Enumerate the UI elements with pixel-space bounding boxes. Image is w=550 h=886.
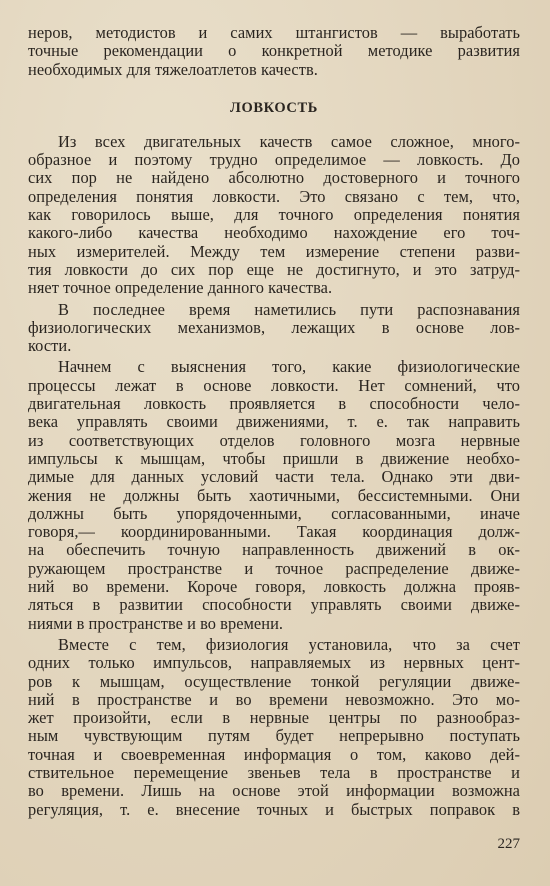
text-line: Начнем с выяснения того, какие физиологические	[58, 357, 520, 377]
text-line: жения не должны быть хаотичными, бессистемными. Они	[28, 485, 520, 505]
text-line: ниями в пространстве и во времени.	[28, 613, 284, 633]
text-line: во времени. Лишь на основе этой информации возможна	[28, 781, 520, 801]
text-line: Вместе с тем, физиология установила, что за счет	[58, 634, 520, 654]
text-line: В последнее время наметились пути распознавания	[58, 299, 520, 319]
intro-paragraph	[28, 24, 520, 79]
text-line: тия ловкости до сих пор еще не достигнуто, и это затруд-	[28, 259, 520, 279]
text-line: века управлять своими движениями, т. е. так направить	[28, 412, 520, 432]
text-line: двигательная ловкость проявляется в способности чело-	[28, 394, 520, 414]
text-line: образное и поэтому трудно определимое — ловкость. До	[28, 150, 520, 170]
text-line: жет произойти, если в нервные центры по разнообраз-	[28, 708, 520, 728]
section-heading: ЛОВКОСТЬ	[230, 99, 318, 116]
text-line: необходимых для тяжелоатлетов качеств.	[28, 59, 318, 79]
text-line: импульсы к мышцам, чтобы пришли в движение необхо-	[28, 448, 520, 468]
text-line: одних только импульсов, направляемых из нервных цент-	[28, 653, 520, 673]
text-line: процессы лежат в основе ловкости. Нет сомнений, что	[28, 375, 520, 395]
text-line: Из всех двигательных качеств самое сложное, много-	[58, 131, 520, 151]
text-line: ных измерителей. Между тем измерение степени разви-	[28, 241, 520, 261]
text-line: как говорилось выше, для точного определения понятия	[28, 205, 520, 225]
body-paragraph	[28, 301, 520, 356]
page-number: 227	[497, 836, 520, 852]
text-line: ружающем пространстве и точное распределение движе-	[28, 558, 520, 578]
body-paragraph	[28, 636, 520, 819]
text-line: ствительное перемещение звеньев тела в пространстве и	[28, 762, 520, 782]
text-line: ным чувствующим путям будет непрерывно поступать	[28, 726, 520, 746]
text-line: говоря,— координированными. Такая координация долж-	[28, 522, 520, 542]
text-line: сих пор не найдено абсолютно достоверного и точного	[28, 168, 520, 188]
text-line: физиологических механизмов, лежащих в основе лов-	[28, 317, 520, 337]
text-line: ний в пространстве и во времени невозможно. Это мо-	[28, 689, 520, 709]
body-paragraph	[28, 133, 520, 298]
book-page	[28, 24, 520, 874]
text-line: точная и своевременная информация о том, каково дей-	[28, 744, 520, 764]
body-paragraph	[28, 358, 520, 632]
text-line: неров, методистов и самих штангистов — выработать	[28, 23, 520, 42]
text-line: на обеспечить точную направленность движений в ок-	[28, 540, 520, 560]
text-line: ляться в развитии способности управлять своими движе-	[28, 595, 520, 615]
text-line: из соответствующих отделов головного мозга нервные	[28, 430, 520, 450]
text-line: димые для данных условий части тела. Однако эти дви-	[28, 467, 520, 487]
text-line: няет точное определение данного качества.	[28, 278, 333, 298]
text-line: кости.	[28, 336, 72, 356]
text-line: регуляция, т. е. внесение точных и быстрых поправок в	[28, 799, 520, 819]
text-line: ров к мышцам, осуществление тонкой регуляции движе-	[28, 671, 520, 691]
text-line: ний во времени. Короче говоря, ловкость должна прояв-	[28, 577, 520, 597]
text-line: должны быть упорядоченными, согласованными, иначе	[28, 503, 520, 523]
text-line: определения понятия ловкости. Это связано с тем, что,	[28, 186, 520, 206]
text-line: точные рекомендации о конкретной методике развития	[28, 41, 520, 61]
text-line: какого-либо качества необходимо нахождение его точ-	[28, 223, 520, 243]
body-text	[28, 133, 520, 819]
